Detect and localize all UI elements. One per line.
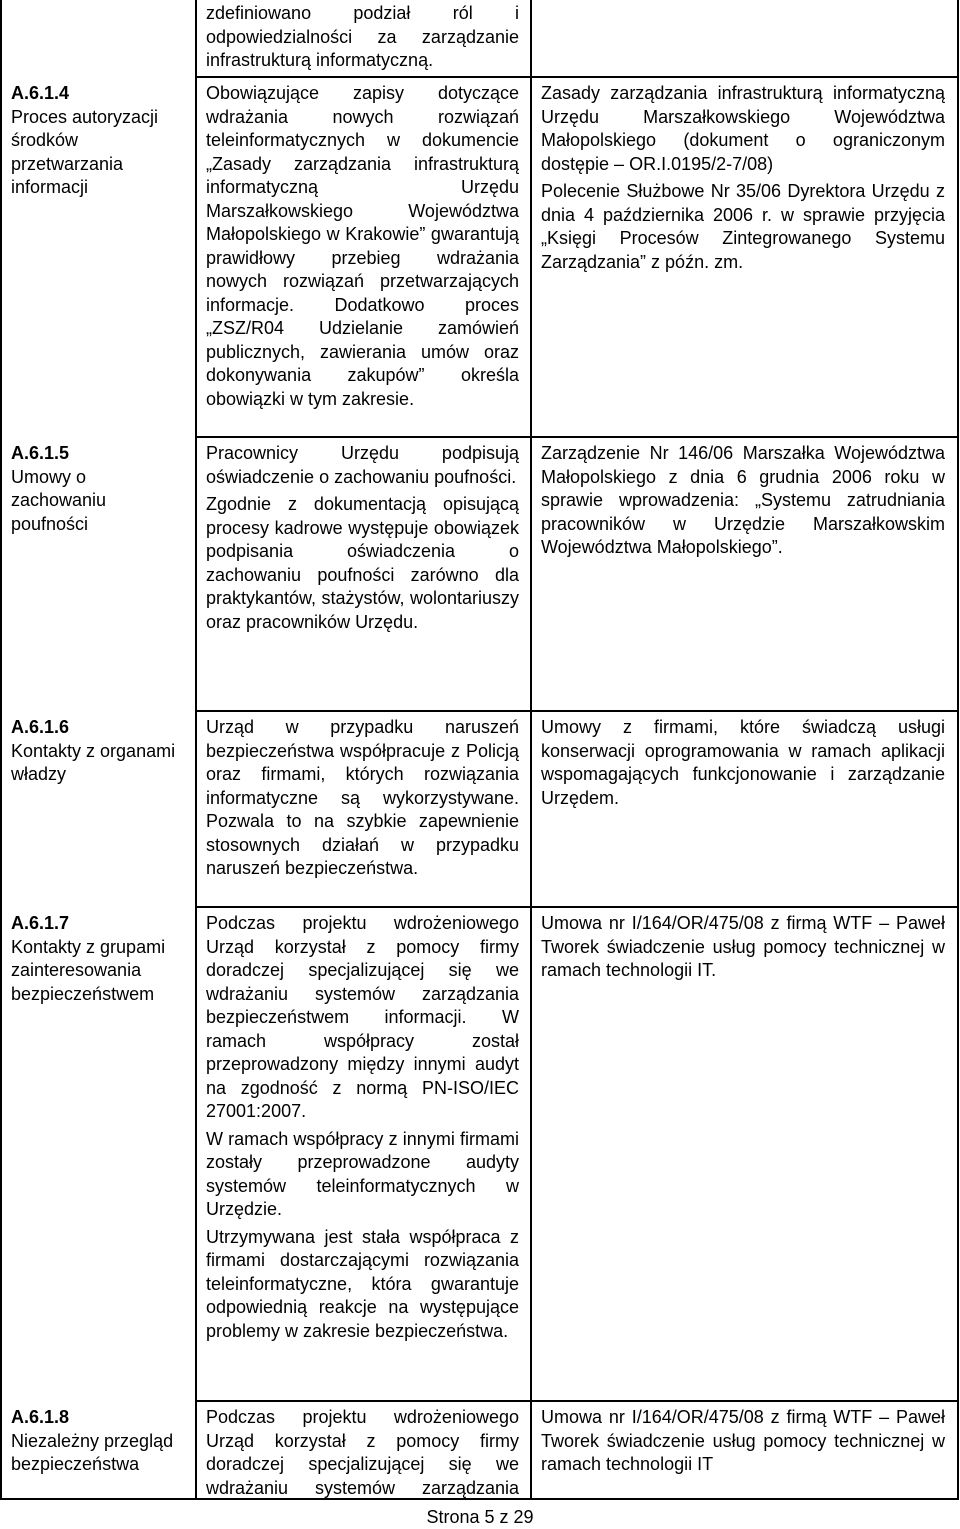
- table-border-col1: [195, 0, 197, 1500]
- control-title: Niezależny przegląd bezpieczeństwa: [11, 1430, 174, 1474]
- control-title: Kontakty z organami władzy: [11, 740, 176, 784]
- row-divider: [195, 906, 959, 908]
- document-paragraph: Umowa nr I/164/OR/475/08 z firmą WTF – Paweł Tworek świadczenie usług pomocy technicznej w ramach technologii IT.: [541, 913, 945, 980]
- control-title: Umowy o zachowaniu poufności: [11, 466, 107, 534]
- page-number: Strona 5 z 29: [426, 1507, 534, 1527]
- implementation-paragraph: Podczas projektu wdrożeniowego Urząd korzystał z pomocy firmy doradczej specjalizującej się we wdrażaniu systemów zarządzania bezpieczeństwem informacji. W ramach współpracy został przeprowadzony między innymi audyt na zgodność z normą PN-ISO/IEC 27001:2007.: [206, 913, 519, 1121]
- implementation-cell: [206, 716, 519, 885]
- control-code: A.6.1.8: [11, 1407, 70, 1427]
- implementation-paragraph: Utrzymywana jest stała współpraca z firmami dostarczającymi rozwiązania teleinformatyczne, która gwarantuje odpowiednią reakcje na występujące problemy w zakresie bezpieczeństwa.: [206, 1226, 519, 1341]
- implementation-paragraph: Podczas projektu wdrożeniowego Urząd korzystał z pomocy firmy doradczej specjalizującej się we wdrażaniu systemów zarządzania: [206, 1407, 519, 1498]
- document-paragraph: Zasady zarządzania infrastrukturą informatyczną Urzędu Marszałkowskiego Województwa Małopolskiego (dokument o ograniczonym dostępie – OR.I.0195/2-7/08): [541, 83, 945, 174]
- implementation-paragraph: Pracownicy Urzędu podpisują oświadczenie o zachowaniu poufności.: [206, 443, 519, 487]
- documents-cell: [541, 1406, 945, 1481]
- implementation-cell: [206, 442, 519, 638]
- implementation-cell: [206, 82, 519, 415]
- documents-cell: [541, 716, 945, 814]
- document-paragraph: Polecenie Służbowe Nr 35/06 Dyrektora Urzędu z dnia 4 października 2006 r. w sprawie przyjęcia „Księgi Procesów Zintegrowanego Systemu Zarządzania” z późn. zm.: [541, 181, 945, 272]
- implementation-cell: [206, 912, 519, 1347]
- control-label: [11, 82, 186, 200]
- implementation-paragraph: Obowiązujące zapisy dotyczące wdrażania nowych rozwiązań teleinformatycznych w dokumencie „Zasady zarządzania infrastrukturą informatyczną Urzędu Marszałkowskiego Województwa Małopolskiego w Krakowie” gwarantują prawidłowy przebieg wdrażania nowych rozwiązań przetwarzających informacje. Dodatkowo proces „ZSZ/R04 Udzielanie zamówień publicznych, zawierania umów oraz dokonywania zakupów” określa obowiązki w tym zakresie.: [206, 83, 519, 409]
- control-code: A.6.1.4: [11, 83, 70, 103]
- documents-cell: [541, 912, 945, 987]
- control-code: A.6.1.5: [11, 443, 70, 463]
- control-label: [11, 912, 186, 1006]
- row-divider: [195, 1400, 959, 1402]
- row-divider: [195, 436, 959, 438]
- control-title: Kontakty z grupami zainteresowania bezpieczeństwem: [11, 936, 166, 1004]
- implementation-paragraph: W ramach współpracy z innymi firmami zostały przeprowadzone audyty systemów teleinformatycznych w Urzędzie.: [206, 1128, 519, 1219]
- documents-cell: [541, 82, 945, 278]
- document-paragraph: Umowy z firmami, które świadczą usługi konserwacji oprogramowania w ramach aplikacji wspomagających funkcjonowanie i zarządzanie Urzędem.: [541, 717, 945, 808]
- table-border-right: [957, 0, 959, 1500]
- continued-text: zdefiniowano podział ról i odpowiedzialności za zarządzanie infrastrukturą informatyczną.: [206, 3, 519, 70]
- control-label: [11, 442, 186, 536]
- row-divider: [195, 710, 959, 712]
- control-label: [11, 716, 186, 787]
- documents-cell: [541, 442, 945, 564]
- document-paragraph: Zarządzenie Nr 146/06 Marszałka Województwa Małopolskiego z dnia 6 grudnia 2006 roku w sprawie wprowadzenia: „Systemu zatrudniania pracowników w Urzędzie Marszałkowskim Województwa Małopolskiego”.: [541, 443, 945, 557]
- implementation-paragraph: Zgodnie z dokumentacją opisującą procesy kadrowe występuje obowiązek podpisania oświadczenia o zachowaniu poufności zarówno dla praktykantów, stażystów, wolontariuszy oraz pracowników Urzędu.: [206, 494, 519, 632]
- control-code: A.6.1.6: [11, 717, 70, 737]
- table-border-left: [0, 0, 2, 1500]
- implementation-cell: [206, 1406, 519, 1504]
- implementation-paragraph: Urząd w przypadku naruszeń bezpieczeństwa współpracuje z Policją oraz firmami, których rozwiązania informatyczne są wykorzystywane. Pozwala to na szybkie zapewnienie stosownych działań w przypadku naruszeń bezpieczeństwa.: [206, 717, 519, 878]
- table-border-col2: [530, 0, 532, 1500]
- control-title: Proces autoryzacji środków przetwarzania informacji: [11, 106, 159, 197]
- control-label: [11, 1406, 186, 1477]
- document-paragraph: Umowa nr I/164/OR/475/08 z firmą WTF – Paweł Tworek świadczenie usług pomocy technicznej w ramach technologii IT: [541, 1407, 945, 1474]
- control-code: A.6.1.7: [11, 913, 70, 933]
